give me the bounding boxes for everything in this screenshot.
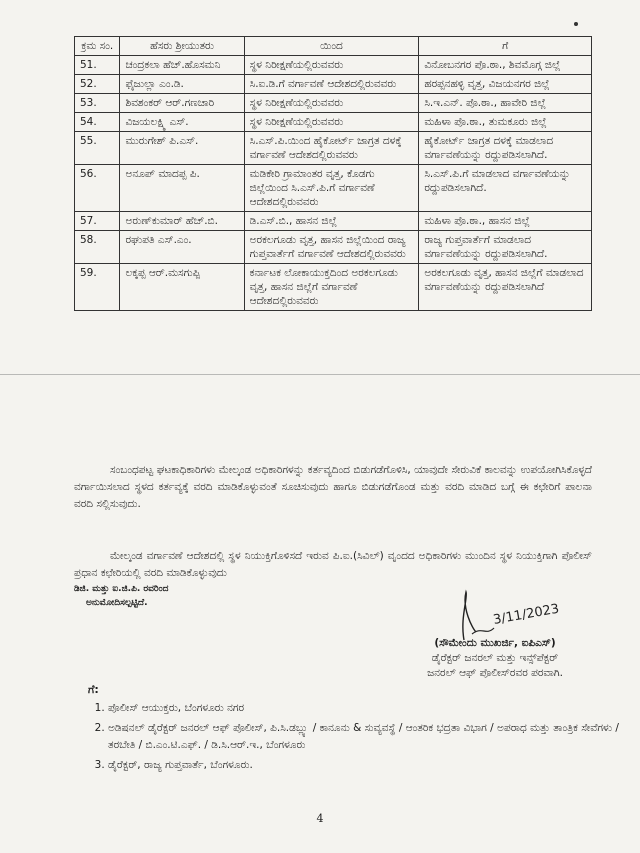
cell-from: ಸ್ಥಳ ನಿರೀಕ್ಷಣೆಯಲ್ಲಿರುವವರು (244, 94, 419, 113)
approval-note-line1: ಡಿಜಿ. ಮತ್ತು ಐ.ಜಿ.ಪಿ. ರವರಿಂದ (74, 584, 169, 594)
signature-date: 3/11/2023 (492, 601, 561, 628)
signatory-title-line1: ಡೈರೆಕ್ಟರ್ ಜನರಲ್ ಮತ್ತು ಇನ್ಸ್‌ಪೆಕ್ಟರ್ (431, 652, 559, 664)
signatory-block (380, 636, 610, 681)
scan-mark (574, 22, 578, 26)
cell-from: ಸಿ.ಐ.ಡಿ.ಗೆ ವರ್ಗಾವಣೆ ಆದೇಶದಲ್ಲಿರುವವರು (244, 75, 419, 94)
cell-name: ಅರುಣ್‌ಕುಮಾರ್ ಹೆಚ್.ಬಿ. (120, 212, 244, 231)
col-header-serial: ಕ್ರಮ ಸಂ. (75, 37, 120, 56)
cell-serial: 54. (75, 113, 120, 132)
cell-serial: 53. (75, 94, 120, 113)
cell-to: ಹೈಕೋರ್ಟ್ ಜಾಗ್ರತ ದಳಕ್ಕೆ ಮಾಡಲಾದ ವರ್ಗಾವಣೆಯನ್ನು ರದ್ದುಪಡಿಸಲಾಗಿದೆ. (419, 132, 592, 165)
cell-serial: 51. (75, 56, 120, 75)
cell-to: ಸಿ.ಎಸ್.ಪಿ.ಗೆ ಮಾಡಲಾದ ವರ್ಗಾವಣೆಯನ್ನು ರದ್ದುಪಡಿಸಲಾಗಿದೆ. (419, 165, 592, 212)
posting-paragraph: ಮೇಲ್ಕಂಡ ವರ್ಗಾವಣೆ ಆದೇಶದಲ್ಲಿ ಸ್ಥಳ ನಿಯುಕ್ತಿಗೊಳಿಸದೆ ಇರುವ ಪಿ.ಐ.(ಸಿವಿಲ್) ವೃಂದದ ಅಧಿಕಾರಿಗಳು ಮುಂದಿನ ಸ್ಥಳ ನಿಯುಕ್ತಿಗಾಗಿ ಪೊಲೀಸ್ ಪ್ರಧಾನ ಕಛೇರಿಯಲ್ಲಿ ವರದಿ ಮಾಡಿಕೊಳ್ಳುವುದು (74, 550, 592, 579)
cell-name: ರಘುಪತಿ ಎಸ್.ಎಂ. (120, 231, 244, 264)
cell-to: ವಿನೋಬನಗರ ಪೊ.ಠಾ., ಶಿವಮೊಗ್ಗ ಜಿಲ್ಲೆ (419, 56, 592, 75)
cell-serial: 58. (75, 231, 120, 264)
table-row (75, 264, 592, 311)
table-row (75, 132, 592, 165)
table-header-row (75, 37, 592, 56)
transfer-table (74, 36, 592, 311)
cell-from: ಸ್ಥಳ ನಿರೀಕ್ಷಣೆಯಲ್ಲಿರುವವರು (244, 56, 419, 75)
signatory-title-line2: ಜನರಲ್ ಆಫ್ ಪೊಲೀಸ್‌ರವರ ಪರವಾಗಿ. (427, 667, 563, 679)
cell-to: ಹರಪ್ಪನಹಳ್ಳಿ ವೃತ್ತ, ವಿಜಯನಗರ ಜಿಲ್ಲೆ (419, 75, 592, 94)
table-row (75, 56, 592, 75)
cell-to: ಸಿ.ಇ.ಎನ್. ಪೊ.ಠಾ., ಹಾವೇರಿ ಜಿಲ್ಲೆ (419, 94, 592, 113)
cell-from: ಅರಕಲಗೂಡು ವೃತ್ತ, ಹಾಸನ ಜಿಲ್ಲೆಯಿಂದ ರಾಜ್ಯ ಗುಪ್ತವಾರ್ತೆಗೆ ವರ್ಗಾವಣೆ ಆದೇಶದಲ್ಲಿರುವವರು (244, 231, 419, 264)
recipients-heading: ಗೆ: (88, 683, 99, 696)
cell-name: ಚಂದ್ರಕಲಾ ಹೆಚ್.ಹೊಸಮನಿ (120, 56, 244, 75)
cell-from: ಸಿ.ಎಸ್.ಪಿ.ಯಿಂದ ಹೈಕೋರ್ಟ್ ಜಾಗ್ರತ ದಳಕ್ಕೆ ವರ್ಗಾವಣೆ ಆದೇಶದಲ್ಲಿರುವವರು (244, 132, 419, 165)
list-item: 1. ಪೊಲೀಸ್ ಆಯುಕ್ತರು, ಬೆಂಗಳೂರು ನಗರ (108, 700, 628, 717)
cell-from: ಕರ್ನಾಟಕ ಲೋಕಾಯುಕ್ತದಿಂದ ಅರಕಲಗೂಡು ವೃತ್ತ, ಹಾಸನ ಜಿಲ್ಲೆಗೆ ವರ್ಗಾವಣೆ ಆದೇಶದಲ್ಲಿರುವವರು (244, 264, 419, 311)
table-row (75, 113, 592, 132)
approval-note-line2: ಅನುಮೋದಿಸಲ್ಪಟ್ಟಿದೆ. (86, 598, 148, 608)
page-number: 4 (316, 812, 324, 825)
cell-name: ಶಿವಶಂಕರ್ ಆರ್.ಗಣಚಾರಿ (120, 94, 244, 113)
instruction-paragraph: ಸಂಬಂಧಪಟ್ಟ ಘಟಕಾಧಿಕಾರಿಗಳು ಮೇಲ್ಕಂಡ ಅಧಿಕಾರಿಗಳನ್ನು ಕರ್ತವ್ಯದಿಂದ ಬಿಡುಗಡೆಗೊಳಿಸಿ, ಯಾವುದೇ ಸೇರುವಿಕೆ ಕಾಲವನ್ನು ಉಪಯೋಗಿಸಿಕೊಳ್ಳದೆ ವರ್ಗಾಯಿಸಲಾದ ಸ್ಥಳದ ಕರ್ತವ್ಯಕ್ಕೆ ವರದಿ ಮಾಡಿಕೊಳ್ಳುವಂತೆ ಸೂಚಿಸುವುದು ಹಾಗೂ ಬಿಡುಗಡೆಗೊಂಡ ಮತ್ತು ವರದಿ ಮಾಡಿದ ಬಗ್ಗೆ ಈ ಕಛೇರಿಗೆ ಪಾಲನಾ ವರದಿ ಸಲ್ಲಿಸುವುದು. (74, 464, 592, 510)
cell-name: ಫೈಜುಲ್ಲಾ ಎಂ.ಡಿ. (120, 75, 244, 94)
cell-name: ವಿಜಯಲಕ್ಷ್ಮಿ ಎಸ್. (120, 113, 244, 132)
cell-to: ಮಹಿಳಾ ಪೊ.ಠಾ., ಹಾಸನ ಜಿಲ್ಲೆ (419, 212, 592, 231)
cell-from: ಡಿ.ಎಸ್.ಬಿ., ಹಾಸನ ಜಿಲ್ಲೆ (244, 212, 419, 231)
cell-serial: 55. (75, 132, 120, 165)
table-row (75, 212, 592, 231)
col-header-to: ಗೆ (419, 37, 592, 56)
table-row (75, 94, 592, 113)
table-row (75, 165, 592, 212)
col-header-name: ಹೆಸರು ಶ್ರೀಯುತರು (120, 37, 244, 56)
table-row (75, 75, 592, 94)
cell-name: ಲಕ್ಕಪ್ಪ ಆರ್.ಮಸಗುಪ್ಪಿ (120, 264, 244, 311)
cell-from: ಮಡಿಕೇರಿ ಗ್ರಾಮಾಂತರ ವೃತ್ತ, ಕೊಡಗು ಜಿಲ್ಲೆಯಿಂದ ಸಿ.ಎಸ್.ಪಿ.ಗೆ ವರ್ಗಾವಣೆ ಆದೇಶದಲ್ಲಿರುವವರು (244, 165, 419, 212)
recipients-list (88, 700, 628, 777)
cell-to: ಮಹಿಳಾ ಪೊ.ಠಾ., ತುಮಕೂರು ಜಿಲ್ಲೆ (419, 113, 592, 132)
cell-name: ಮುರುಗೇಶ್ ಪಿ.ಎಸ್. (120, 132, 244, 165)
cell-serial: 57. (75, 212, 120, 231)
cell-name: ಅನೂಪ್ ಮಾದಪ್ಪ ಪಿ. (120, 165, 244, 212)
cell-serial: 56. (75, 165, 120, 212)
scan-fold-line (0, 374, 640, 375)
cell-to: ಅರಕಲಗೂಡು ವೃತ್ತ, ಹಾಸನ ಜಿಲ್ಲೆಗೆ ಮಾಡಲಾದ ವರ್ಗಾವಣೆಯನ್ನು ರದ್ದುಪಡಿಸಲಾಗಿದೆ (419, 264, 592, 311)
cell-serial: 52. (75, 75, 120, 94)
col-header-from: ಯಿಂದ (244, 37, 419, 56)
signatory-name: (ಸೌಮೇಂದು ಮುಖರ್ಜಿ, ಐಪಿಎಸ್) (434, 637, 556, 649)
cell-serial: 59. (75, 264, 120, 311)
cell-from: ಸ್ಥಳ ನಿರೀಕ್ಷಣೆಯಲ್ಲಿರುವವರು (244, 113, 419, 132)
list-item: 2. ಅಡಿಷನಲ್ ಡೈರೆಕ್ಟರ್ ಜನರಲ್ ಆಫ್ ಪೊಲೀಸ್, ಪಿ.ಸಿ.ಡಬ್ಲ್ಯು / ಕಾನೂನು & ಸುವ್ಯವಸ್ಥೆ / ಆಂತರಿಕ ಭದ್ರತಾ ವಿಭಾಗ / ಅಪರಾಧ ಮತ್ತು ತಾಂತ್ರಿಕ ಸೇವೆಗಳು / ತರಬೇತಿ / ಬಿ.ಎಂ.ಟಿ.ಎಫ್. / ಡಿ.ಸಿ.ಆರ್.ಇ., ಬೆಂಗಳೂರು (108, 720, 628, 754)
list-item: 3. ಡೈರೆಕ್ಟರ್, ರಾಜ್ಯ ಗುಪ್ತವಾರ್ತೆ, ಬೆಂಗಳೂರು. (108, 757, 628, 774)
table-row (75, 231, 592, 264)
cell-to: ರಾಜ್ಯ ಗುಪ್ತವಾರ್ತೆಗೆ ಮಾಡಲಾದ ವರ್ಗಾವಣೆಯನ್ನು ರದ್ದುಪಡಿಸಲಾಗಿದೆ. (419, 231, 592, 264)
